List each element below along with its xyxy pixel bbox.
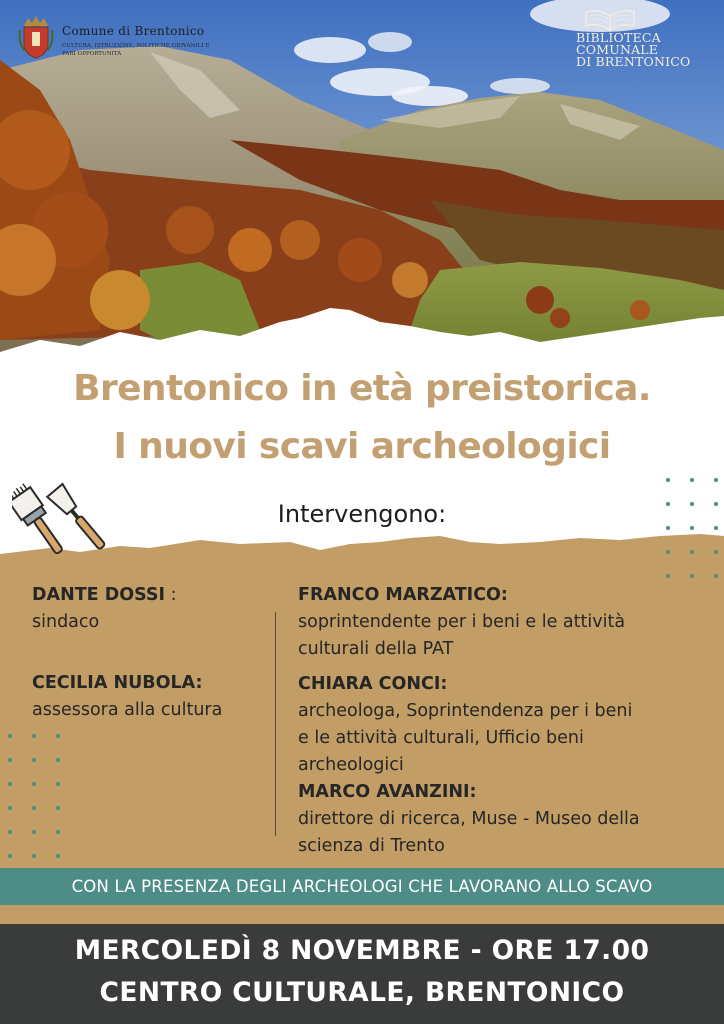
title-line-2: I nuovi scavi archeologici bbox=[113, 426, 611, 467]
speaker-name: FRANCO MARZATICO: bbox=[298, 585, 508, 605]
library-name-line: BIBLIOTECA bbox=[576, 30, 661, 45]
speakers-column-left bbox=[32, 582, 268, 724]
comune-logo bbox=[16, 12, 222, 60]
title-line-1: Brentonico in età preistorica. bbox=[73, 368, 651, 409]
speaker-name: CECILIA NUBOLA: bbox=[32, 673, 203, 693]
speaker-entry bbox=[298, 582, 718, 663]
speaker-name: MARCO AVANZINI: bbox=[298, 782, 477, 802]
speaker-name: CHIARA CONCI: bbox=[298, 674, 448, 694]
event-title bbox=[0, 360, 724, 476]
comune-department: CULTURA, ISTRUZIONE, POLITICHE GIOVANILI E PARI OPPORTUNITÀ bbox=[62, 43, 210, 57]
library-name-line: COMUNALE bbox=[576, 42, 659, 57]
library-name-line: DI BRENTONICO bbox=[576, 54, 691, 69]
speaker-role-line: archeologa, Soprintendenza per i beni bbox=[298, 701, 633, 721]
event-details bbox=[0, 924, 724, 1024]
speaker-role-line: archeologici bbox=[298, 755, 404, 775]
event-date-time: MERCOLEDÌ 8 NOVEMBRE - ORE 17.00 bbox=[74, 935, 650, 966]
speaker-entry bbox=[32, 582, 268, 636]
open-book-icon bbox=[582, 6, 638, 32]
speaker-role: assessora alla cultura bbox=[32, 700, 223, 720]
speaker-entry bbox=[298, 671, 718, 779]
brush-trowel-icon bbox=[12, 478, 108, 572]
speaker-role-line: direttore di ricerca, Muse - Museo della bbox=[298, 809, 640, 829]
archaeologists-banner bbox=[0, 868, 724, 905]
library-logo bbox=[576, 6, 706, 68]
banner-text: CON LA PRESENZA DEGLI ARCHEOLOGI CHE LAVORANO ALLO SCAVO bbox=[71, 877, 653, 896]
speaker-role-line: scienza di Trento bbox=[298, 836, 445, 856]
speakers-intro: Intervengono: bbox=[277, 500, 447, 528]
speaker-role-line: e le attività culturali, Ufficio beni bbox=[298, 728, 584, 748]
speaker-colon: : bbox=[165, 585, 177, 605]
event-location: CENTRO CULTURALE, BRENTONICO bbox=[99, 977, 625, 1008]
decorative-dots bbox=[662, 474, 722, 594]
speakers-list bbox=[0, 582, 724, 872]
speaker-role-line: culturali della PAT bbox=[298, 639, 454, 659]
speaker-entry bbox=[298, 779, 718, 860]
comune-name: Comune di Brentonico bbox=[62, 24, 205, 38]
column-divider bbox=[275, 612, 276, 836]
speaker-entry bbox=[32, 670, 268, 724]
municipal-crest-icon bbox=[16, 12, 56, 60]
speakers-column-right bbox=[298, 582, 718, 860]
speaker-name: DANTE DOSSI bbox=[32, 585, 166, 605]
speaker-role: sindaco bbox=[32, 612, 100, 632]
speaker-role-line: soprintendente per i beni e le attività bbox=[298, 612, 626, 632]
